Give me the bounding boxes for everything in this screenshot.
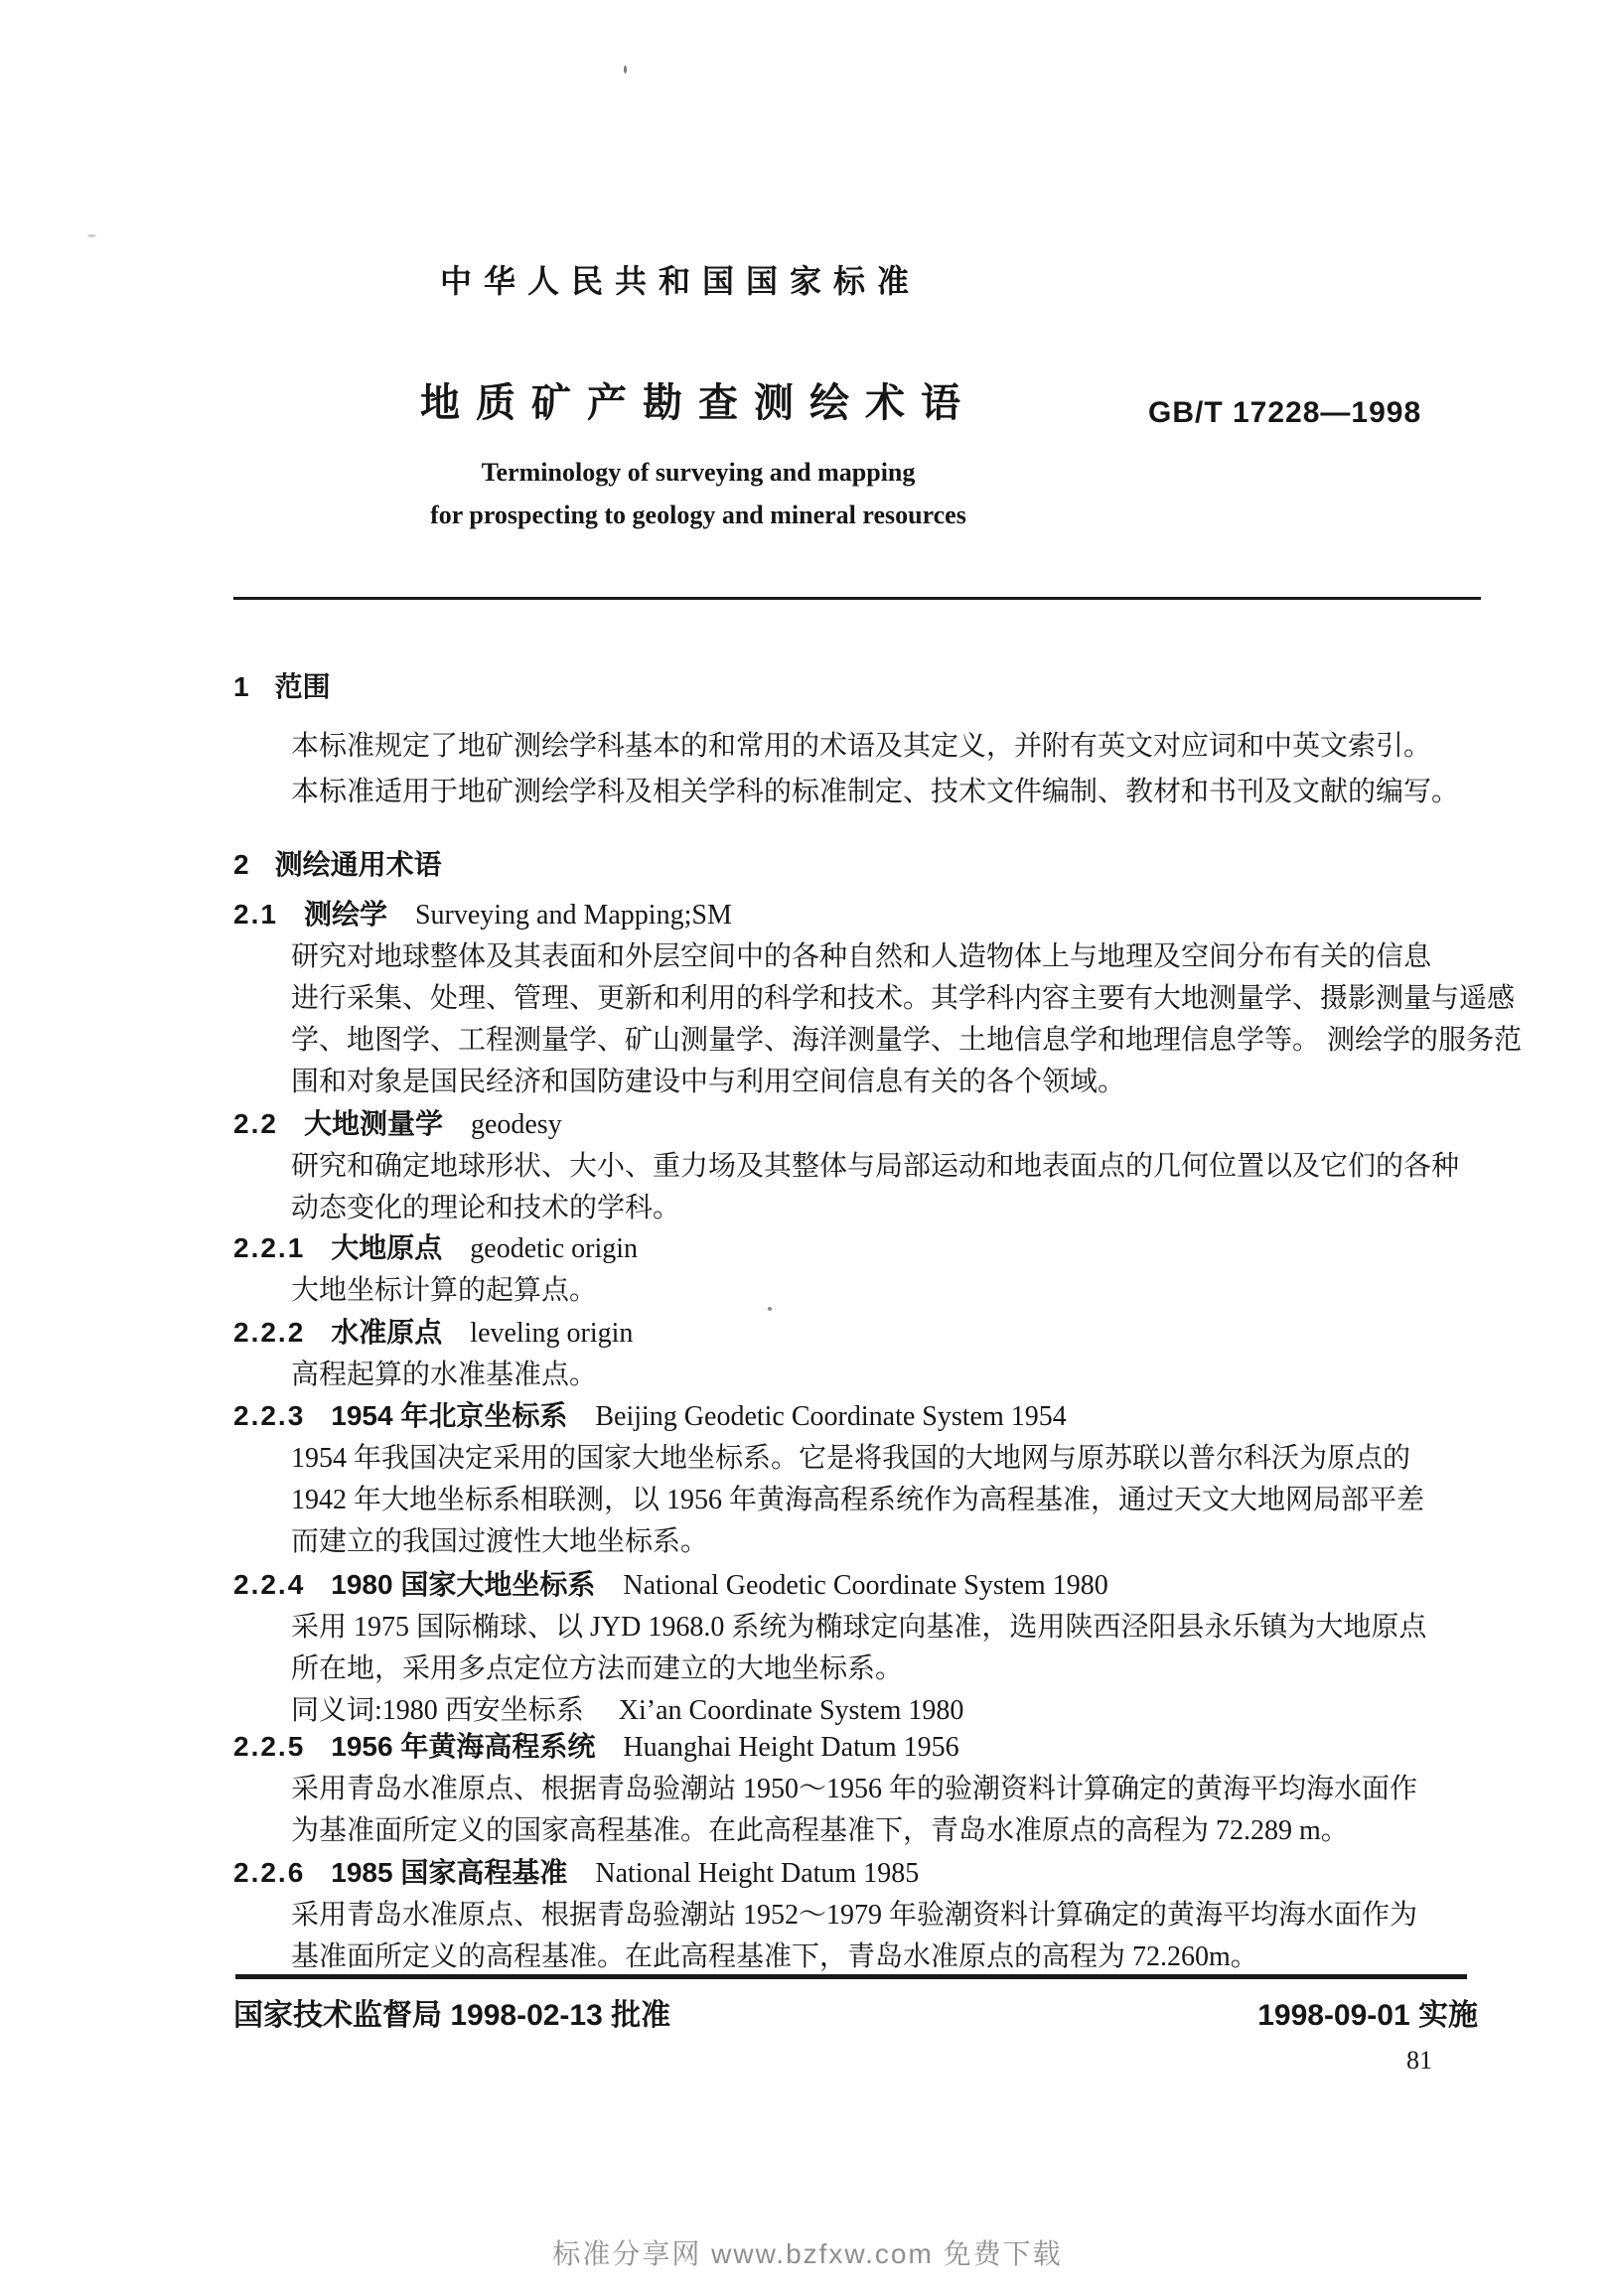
document-title-en-line2: for prospecting to geology and mineral resources [430,501,966,529]
term-name-cn: 1956 年黄海高程系统 [331,1731,596,1762]
section-title: 范围 [274,671,331,702]
implementation-line: 1998-09-01 实施 [1257,1999,1478,2032]
standard-number: GB/T 17228—1998 [1148,396,1422,429]
term-definition [291,1769,1417,1852]
term-definition [291,1355,633,1396]
term-definition [291,1607,1426,1732]
term-number: 2.1 [233,899,278,930]
section-title: 测绘通用术语 [274,849,442,880]
watermark-text: 标准分享网 www.bzfxw.com 免费下载 [552,2238,1063,2269]
section-number: 2 [233,849,249,880]
term-definition [291,1895,1417,1978]
term-heading [233,1726,1417,1769]
term-name-en: Surveying and Mapping;SM [414,900,732,931]
header-divider-rule [233,597,1481,600]
term-number: 2.2.1 [233,1232,306,1263]
term-name-cn: 大地测量学 [303,1108,443,1139]
term-entry-2-2-1 [233,1227,638,1312]
definition-line: 高程起算的水准基准点。 [291,1360,598,1390]
definition-line: 大地坐标计算的起算点。 [291,1275,598,1306]
scope-paragraph-1: 本标准规定了地矿测绘学科基本的和常用的术语及其定义，并附有英文对应词和中英文索引。 [291,731,1432,762]
definition-line: 采用青岛水准原点、根据青岛验潮站 1950～1956 年的验潮资料计算确定的黄海平均海水面作 [291,1774,1418,1804]
definition-line: 研究对地球整体及其表面和外层空间中的各种自然和人造物体上与地理及空间分布有关的信息 [291,941,1432,972]
term-name-cn: 1954 年北京坐标系 [331,1400,568,1431]
definition-line: 学、地图学、工程测量学、矿山测量学、海洋测量学、土地信息学和地理信息学等。 测绘学的服务范 [291,1025,1523,1056]
definition-line: 动态变化的理论和技术的学科。 [291,1193,681,1223]
section-1-heading [233,666,331,708]
term-number: 2.2.5 [233,1731,306,1762]
term-name-en: geodesy [470,1109,562,1140]
term-name-cn: 大地原点 [331,1232,443,1263]
page-number: 81 [1406,2046,1432,2075]
term-entry-2-2-6 [233,1852,1417,1978]
term-entry-2-2-2 [233,1312,633,1396]
term-heading [233,894,1522,936]
definition-line: 1942 年大地坐标系相联测，以 1956 年黄海高程系统作为高程基准，通过天文大地网局部平差 [291,1485,1425,1515]
definition-line: 基准面所定义的高程基准。在此高程基准下，青岛水准原点的高程为 72.260m。 [291,1941,1258,1972]
term-definition [291,1270,638,1312]
approval-line: 国家技术监督局 1998-02-13 批准 [233,1999,671,2032]
term-number: 2.2.4 [233,1569,306,1600]
term-entry-2-2-3 [233,1395,1424,1563]
term-name-en: National Geodetic Coordinate System 1980 [623,1570,1108,1601]
section-2-heading [233,844,442,886]
definition-line: 围和对象是国民经济和国防建设中与利用空间信息有关的各个领域。 [291,1067,1126,1097]
national-standard-heading: 中华人民共和国国家标准 [439,263,921,299]
definition-line: 研究和确定地球形状、大小、重力场及其整体与局部运动和地表面点的几何位置以及它们的各种 [291,1151,1460,1182]
term-name-cn: 测绘学 [303,899,387,930]
scan-speck [87,234,96,237]
footer-divider-rule [235,1974,1467,1979]
term-definition [291,1438,1424,1563]
term-entry-2-1 [233,894,1522,1103]
definition-line synonym-line: 同义词:1980 西安坐标系 Xi’an Coordinate System 1980 [291,1695,964,1726]
definition-line: 进行采集、处理、管理、更新和利用的科学和技术。其学科内容主要有大地测量学、摄影测量与遥感 [291,983,1516,1014]
scan-speck [624,66,627,73]
term-name-en: leveling origin [470,1318,634,1349]
document-title-en-line1: Terminology of surveying and mapping [481,458,916,487]
scan-speck [768,1307,772,1311]
term-name-en: geodetic origin [470,1233,639,1264]
term-name-en: Huanghai Height Datum 1956 [623,1732,959,1763]
definition-line: 采用青岛水准原点、根据青岛验潮站 1952～1979 年验潮资料计算确定的黄海平均海水面作为 [291,1900,1418,1931]
term-heading [233,1103,1459,1146]
definition-line: 采用 1975 国际椭球、以 JYD 1968.0 系统为椭球定向基准，选用陕西泾阳县永乐镇为大地原点 [291,1612,1427,1643]
term-number: 2.2.3 [233,1400,306,1431]
term-heading [233,1852,1417,1895]
term-heading [233,1564,1426,1607]
term-definition [291,936,1522,1103]
term-heading [233,1395,1424,1438]
term-heading [233,1227,638,1270]
scope-paragraph-2: 本标准适用于地矿测绘学科及相关学科的标准制定、技术文件编制、教材和书刊及文献的编写。 [291,777,1460,807]
term-name-cn: 水准原点 [331,1317,443,1348]
term-definition [291,1146,1459,1229]
term-entry-2-2-4 [233,1564,1426,1732]
term-name-cn: 1985 国家高程基准 [331,1857,568,1888]
definition-line: 而建立的我国过渡性大地坐标系。 [291,1526,709,1557]
definition-line: 1954 年我国决定采用的国家大地坐标系。它是将我国的大地网与原苏联以普尔科沃为原点的 [291,1443,1411,1474]
term-name-en: National Height Datum 1985 [595,1858,920,1889]
term-entry-2-2-5 [233,1726,1417,1852]
document-title-cn: 地质矿产勘查测绘术语 [420,381,976,425]
term-number: 2.2.2 [233,1317,306,1348]
term-name-cn: 1980 国家大地坐标系 [331,1569,596,1600]
term-name-en: Beijing Geodetic Coordinate System 1954 [595,1401,1067,1432]
definition-line: 为基准面所定义的国家高程基准。在此高程基准下，青岛水准原点的高程为 72.289 m。 [291,1815,1349,1846]
term-number: 2.2.6 [233,1857,306,1888]
term-number: 2.2 [233,1108,278,1139]
term-entry-2-2 [233,1103,1459,1229]
section-number: 1 [233,671,249,702]
term-heading [233,1312,633,1355]
definition-line: 所在地，采用多点定位方法而建立的大地坐标系。 [291,1653,904,1684]
